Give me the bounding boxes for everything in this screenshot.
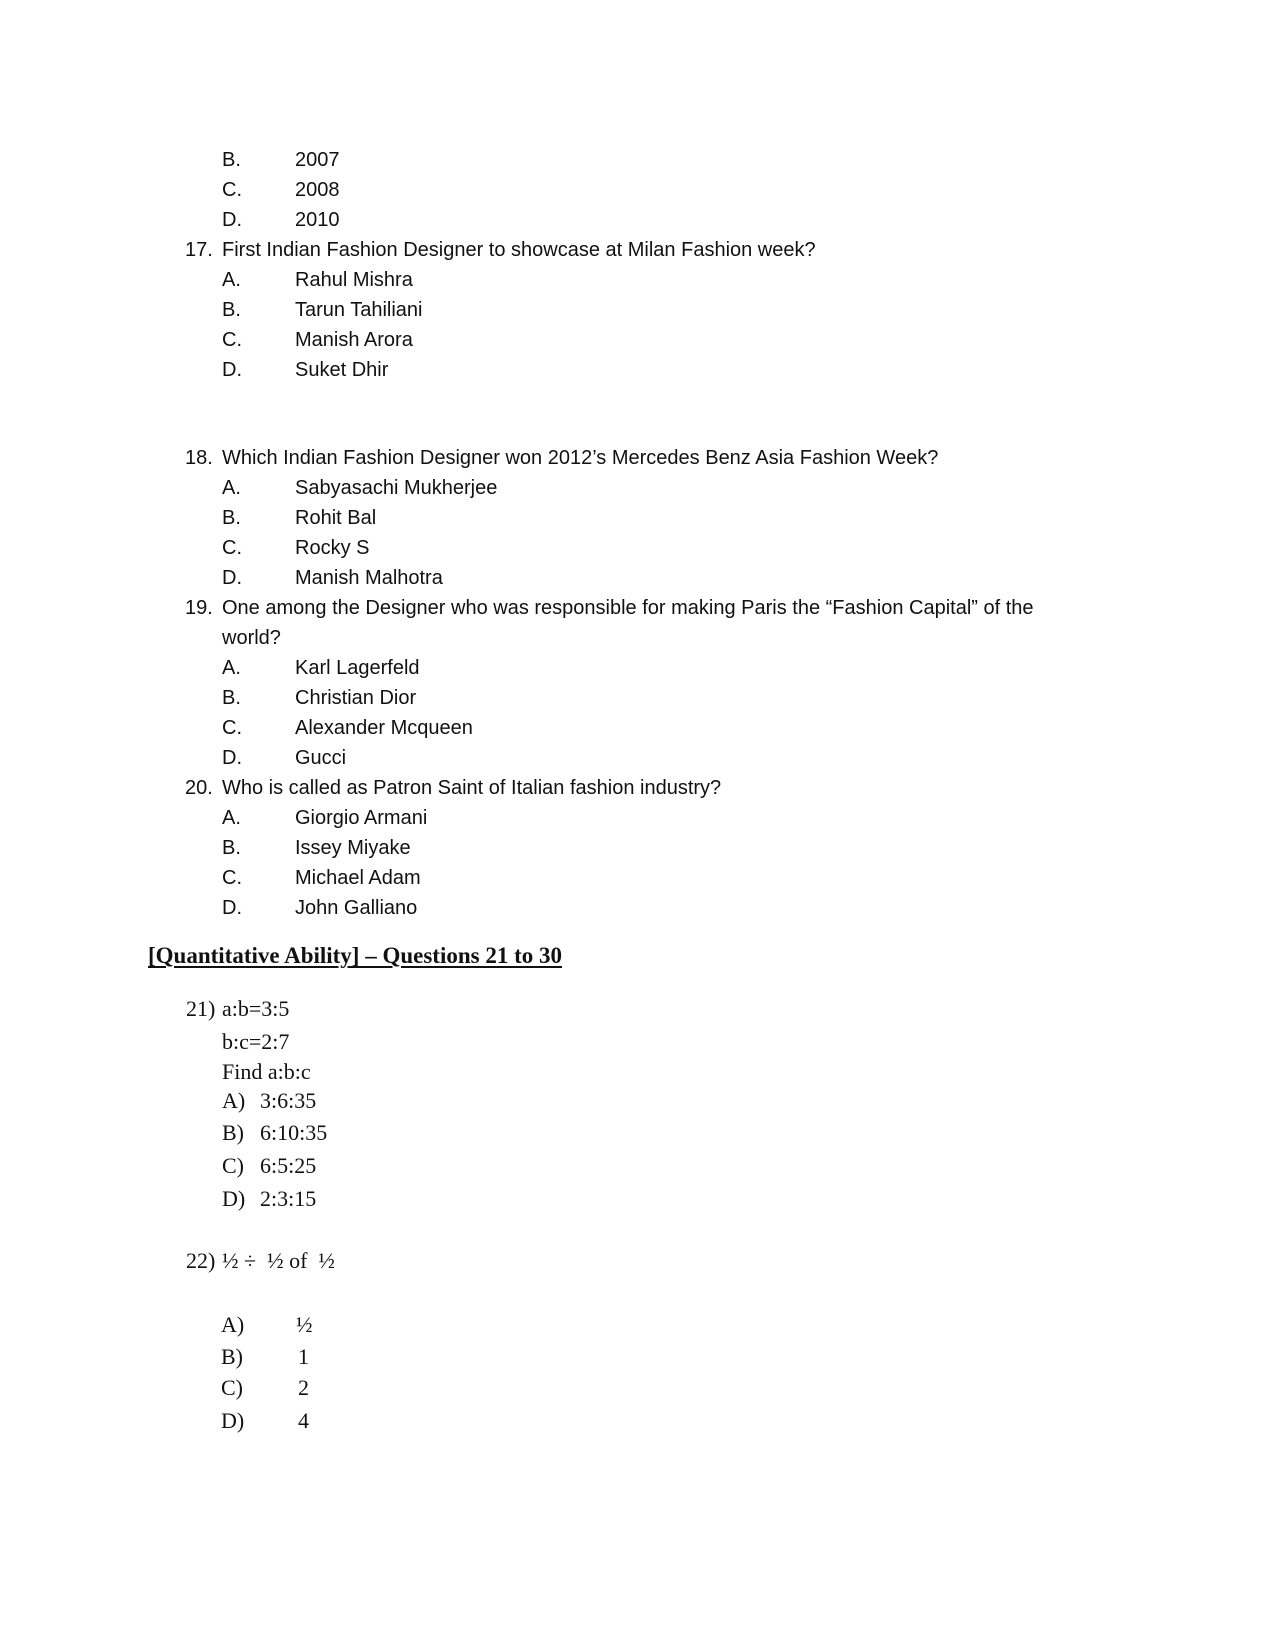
option-d-text: Suket Dhir (295, 359, 389, 381)
question-text: Who is called as Patron Saint of Italian fashion industry? (222, 777, 722, 799)
q16-option-c-letter: C. (222, 179, 242, 201)
q16-option-b-letter: B. (222, 149, 241, 171)
option-d-text: Manish Malhotra (295, 567, 443, 589)
option-a-text: Karl Lagerfeld (295, 657, 420, 679)
question-number: 19. (185, 597, 213, 619)
option-b-letter: B. (222, 507, 241, 529)
option-a-letter: A) (222, 1088, 246, 1113)
option-d-letter: D. (222, 747, 242, 769)
question-line-3: Find a:b:c (222, 1059, 311, 1084)
question-line-1: a:b=3:5 (222, 996, 290, 1021)
option-a-letter: A. (222, 657, 241, 679)
option-a-text: Sabyasachi Mukherjee (295, 477, 498, 499)
option-b-letter: B. (222, 687, 241, 709)
option-b-text: Christian Dior (295, 687, 417, 709)
q16-option-d-text: 2010 (295, 209, 340, 231)
option-c-letter: C) (222, 1153, 244, 1178)
question-number: 21) (186, 996, 216, 1021)
option-a-letter: A. (222, 269, 241, 291)
option-a-text: Giorgio Armani (295, 807, 428, 829)
option-a-text: ½ (296, 1312, 313, 1337)
option-c-text: 2 (298, 1375, 309, 1400)
question-number: 17. (185, 239, 213, 261)
option-c-letter: C. (222, 717, 242, 739)
question-text: Which Indian Fashion Designer won 2012’s Mercedes Benz Asia Fashion Week? (222, 447, 939, 469)
option-c-letter: C) (221, 1375, 243, 1400)
question-number: 18. (185, 447, 213, 469)
option-b-text: Rohit Bal (295, 507, 377, 529)
option-d-text: 4 (298, 1408, 309, 1433)
option-b-letter: B) (221, 1344, 243, 1369)
option-b-text: 6:10:35 (260, 1120, 328, 1145)
option-d-text: Gucci (295, 747, 347, 769)
option-c-text: 6:5:25 (260, 1153, 317, 1178)
option-d-letter: D) (221, 1408, 245, 1433)
option-b-text: 1 (298, 1344, 309, 1369)
q16-option-d-letter: D. (222, 209, 242, 231)
option-b-text: Issey Miyake (295, 837, 411, 859)
question-text-line-1: One among the Designer who was responsible for making Paris the “Fashion Capital” of the (222, 597, 1034, 619)
q16-option-c-text: 2008 (295, 179, 340, 201)
option-d-letter: D. (222, 359, 242, 381)
option-b-letter: B) (222, 1120, 244, 1145)
question-text: ½ ÷ ½ of ½ (222, 1248, 335, 1273)
option-d-text: John Galliano (295, 897, 418, 919)
option-d-letter: D. (222, 897, 242, 919)
section-heading: [Quantitative Ability] – Questions 21 to 30 (148, 943, 563, 968)
option-c-letter: C. (222, 867, 242, 889)
q16-option-b-text: 2007 (295, 149, 340, 171)
option-a-letter: A. (222, 477, 241, 499)
question-text-line-2: world? (222, 627, 281, 649)
option-c-text: Rocky S (295, 537, 370, 559)
option-c-text: Alexander Mcqueen (295, 717, 473, 739)
option-c-text: Michael Adam (295, 867, 421, 889)
option-b-letter: B. (222, 299, 241, 321)
question-line-2: b:c=2:7 (222, 1029, 290, 1054)
option-c-text: Manish Arora (295, 329, 413, 351)
question-number: 20. (185, 777, 213, 799)
question-text: First Indian Fashion Designer to showcase at Milan Fashion week? (222, 239, 816, 261)
option-a-letter: A. (222, 807, 241, 829)
option-a-text: 3:6:35 (260, 1088, 317, 1113)
option-d-letter: D) (222, 1186, 246, 1211)
option-c-letter: C. (222, 329, 242, 351)
option-b-letter: B. (222, 837, 241, 859)
option-c-letter: C. (222, 537, 242, 559)
option-b-text: Tarun Tahiliani (295, 299, 423, 321)
option-a-letter: A) (221, 1312, 245, 1337)
option-a-text: Rahul Mishra (295, 269, 413, 291)
question-number: 22) (186, 1248, 216, 1273)
option-d-letter: D. (222, 567, 242, 589)
option-d-text: 2:3:15 (260, 1186, 317, 1211)
